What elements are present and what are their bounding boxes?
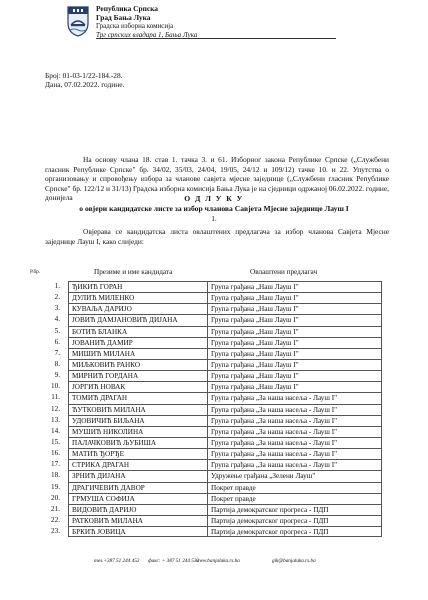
proposer-name: Група грађана „Наш Лауш I" — [208, 370, 382, 381]
candidate-name: МАТИЋ ЂОРЂЕ — [68, 448, 208, 459]
candidates-table — [30, 281, 390, 537]
row-number: 4. — [54, 315, 60, 324]
proposer-name: Група грађана „Наш Лауш I" — [208, 314, 382, 325]
proposer-name: Група грађана „За наша насеља - Лауш I" — [208, 426, 382, 437]
table-row — [30, 470, 390, 481]
proposer-name: Група грађана „Наш Лауш I" — [208, 348, 382, 359]
table-row — [30, 281, 390, 292]
row-number: 15. — [51, 437, 60, 446]
document-number: Број: 01-03-1/22-184.-28. — [45, 71, 123, 80]
candidate-name: ДУЛИЋ МИЛЕНКО — [68, 292, 208, 303]
footer-fax: факс: + 387 51 244 532 — [148, 558, 200, 564]
row-number: 19. — [51, 482, 60, 491]
row-number: 18. — [51, 471, 60, 480]
header-commission: Градска изборна комисија — [96, 22, 174, 30]
candidate-name: ЂИКИЋ ГОРАН — [68, 281, 208, 292]
footer-website: www.banjaluka.rs.ba — [196, 558, 240, 564]
table-row — [30, 326, 390, 337]
header-city: Град Бања Лука — [96, 12, 151, 22]
decision-subtitle: о овјери кандидатске листе за избор чланова Савјета Мјесне заједнице Лауш I — [79, 204, 349, 213]
row-number: 16. — [51, 449, 60, 458]
table-row — [30, 459, 390, 470]
table-row — [30, 314, 390, 325]
row-number: 21. — [51, 504, 60, 513]
candidate-name: РАТКОВИЋ МИЛАНА — [68, 515, 208, 526]
candidate-name: ЈОВИЋ ДАМЈАНОВИЋ ДИЈАНА — [68, 314, 208, 325]
row-number: 20. — [51, 493, 60, 502]
row-number: 8. — [54, 359, 60, 368]
candidate-name: ГРМУША СОФИЈА — [68, 493, 208, 504]
header-divider — [96, 38, 336, 39]
candidate-name: ЈОВАНИЋ ДАМИР — [68, 337, 208, 348]
table-row — [30, 448, 390, 459]
table-row — [30, 392, 390, 403]
table-row — [30, 381, 390, 392]
proposer-name: Група грађана „Наш Лауш I" — [208, 359, 382, 370]
row-number: 11. — [51, 393, 60, 402]
proposer-name: Партија демократског прогреса - ПДП — [208, 504, 382, 515]
row-number: 13. — [51, 415, 60, 424]
preamble-paragraph: На основу члана 18. став 1. тачка 3. и 61. Изборног закона Републике Српске („Службени гласник Републике Српске" бр. 34/02, 35/03, 24/04, 19/05, 24/12 и 109/12) тачке 10. и 22. Упутства о организовању и спровођењу избора за чланове савјета мјесне заједнице („Службени гласник Републике Српске" бр. 122/12 и 31/13) Градска изборна комисија Бања Лука је на сједници одржаној 06.02.2022. године, донијела — [45, 155, 389, 203]
candidate-name: БРКИЋ ЈОВИЦА — [68, 526, 208, 537]
candidate-name: ЗРНИЋ ДИЈАНА — [68, 470, 208, 481]
proposer-name: Удружење грађана „Зелени Лауш" — [208, 470, 382, 481]
table-row — [30, 337, 390, 348]
proposer-name: Група грађана „За наша насеља - Лауш I" — [208, 415, 382, 426]
row-number: 3. — [54, 304, 60, 313]
row-number: 17. — [51, 460, 60, 469]
candidate-name: ТОМИЋ ДРАГАН — [68, 392, 208, 403]
table-row — [30, 359, 390, 370]
table-row — [30, 292, 390, 303]
proposer-name: Група грађана „За наша насеља - Лауш I" — [208, 404, 382, 415]
table-row — [30, 504, 390, 515]
row-number: 6. — [54, 337, 60, 346]
table-row — [30, 426, 390, 437]
intro-paragraph: Овјерава се кандидатска листа овлаштених предлагача за избор чланова Савјета Мјесне заједнице Лауш I, како слиједи: — [45, 227, 389, 246]
row-number: 5. — [54, 326, 60, 335]
candidate-name: БОТИЋ БЛАНКА — [68, 326, 208, 337]
candidate-name: МИРНИЋ ГОРДАНА — [68, 370, 208, 381]
candidate-name: СТРИКА ДРАГАН — [68, 459, 208, 470]
institution-header — [96, 5, 336, 39]
section-number: 1. — [211, 214, 217, 223]
row-number: 14. — [51, 426, 60, 435]
proposer-name: Група грађана „Наш Лауш I" — [208, 326, 382, 337]
table-row — [30, 526, 390, 537]
candidate-name: УДОВИЧИЋ БИЉАНА — [68, 415, 208, 426]
header-republic: Република Српска — [96, 4, 158, 13]
candidate-name: ДРАГИЧЕВИЋ ДАВОР — [68, 482, 208, 493]
proposer-name: Група грађана „Наш Лауш I" — [208, 292, 382, 303]
column-header-name: Презиме и име кандидата — [94, 268, 173, 276]
table-row — [30, 515, 390, 526]
proposer-name: Група грађана „За наша насеља - Лауш I" — [208, 437, 382, 448]
proposer-name: Покрет правде — [208, 482, 382, 493]
table-row — [30, 348, 390, 359]
row-number: 10. — [51, 382, 60, 391]
table-row — [30, 370, 390, 381]
column-header-proposer: Овлаштени предлагач — [250, 268, 318, 276]
table-row — [30, 415, 390, 426]
candidate-name: МУШИЋ НИКОЛИНА — [68, 426, 208, 437]
table-row — [30, 303, 390, 314]
footer-email: gik@banjaluka.rs.ba — [272, 558, 316, 564]
candidate-name: КУВАЉА ДАРИЈО — [68, 303, 208, 314]
document-meta — [45, 71, 124, 89]
decision-title: О Д Л У К У — [184, 194, 244, 203]
header-address: Трг српских владара 1, Бања Лука — [96, 30, 198, 39]
row-number: 2. — [54, 293, 60, 302]
proposer-name: Група грађана „Наш Лауш I" — [208, 281, 382, 292]
candidate-name: ВИДОВИЋ ДАРИЈО — [68, 504, 208, 515]
proposer-name: Група грађана „За наша насеља - Лауш I" — [208, 448, 382, 459]
table-row — [30, 493, 390, 504]
proposer-name: Група грађана „За наша насеља - Лауш I" — [208, 392, 382, 403]
row-number: 22. — [51, 515, 60, 524]
candidate-name: МИШИЋ МИЛАНА — [68, 348, 208, 359]
column-header-number: Р.бр. — [30, 269, 41, 275]
row-number: 9. — [54, 371, 60, 380]
footer-phone: тел.+387 51 244 452 — [94, 558, 140, 564]
candidate-name: ЋУТКОВИЋ МИЛАНА — [68, 404, 208, 415]
table-row — [30, 437, 390, 448]
row-number: 1. — [54, 282, 60, 290]
document-date: Дана, 07.02.2022. године. — [45, 80, 125, 89]
proposer-name: Група грађана „Наш Лауш I" — [208, 337, 382, 348]
table-row — [30, 482, 390, 493]
proposer-name: Партија демократског прогреса - ПДП — [208, 515, 382, 526]
row-number: 23. — [51, 527, 60, 536]
table-row — [30, 404, 390, 415]
row-number: 7. — [54, 348, 60, 357]
candidate-name: ЈОРГИЋ НОВАК — [68, 381, 208, 392]
proposer-name: Покрет правде — [208, 493, 382, 504]
candidate-name: ПАЛАЧКОВИЋ ЉУБИША — [68, 437, 208, 448]
candidate-name: МИЉКОВИЋ РАНКО — [68, 359, 208, 370]
proposer-name: Партија демократског прогреса - ПДП — [208, 526, 382, 537]
row-number: 12. — [51, 404, 60, 413]
proposer-name: Група грађана „За наша насеља - Лауш I" — [208, 459, 382, 470]
coat-of-arms-icon — [66, 5, 90, 37]
proposer-name: Група грађана „Наш Лауш I" — [208, 381, 382, 392]
proposer-name: Група грађана „Наш Лауш I" — [208, 303, 382, 314]
